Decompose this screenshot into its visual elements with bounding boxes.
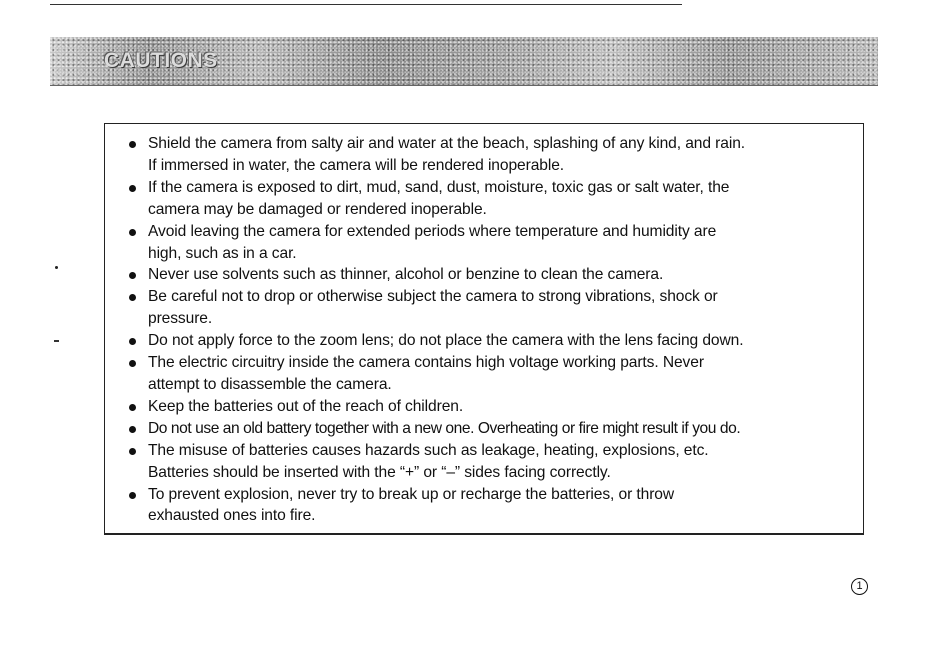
caution-item xyxy=(105,286,863,330)
bullet-icon xyxy=(129,426,136,433)
bullet-icon xyxy=(129,448,136,455)
caution-line: The electric circuitry inside the camera contains high voltage working parts. Never xyxy=(148,354,704,372)
caution-item xyxy=(105,484,863,528)
cautions-box xyxy=(104,123,864,535)
caution-line: The misuse of batteries causes hazards such as leakage, heating, explosions, etc. xyxy=(148,441,709,459)
caution-line: Never use solvents such as thinner, alcohol or benzine to clean the camera. xyxy=(148,266,664,284)
caution-line: camera may be damaged or rendered inoperable. xyxy=(148,200,487,218)
caution-line: pressure. xyxy=(148,310,213,328)
caution-line: Do not use an old battery together with a new one. Overheating or fire might result if you do. xyxy=(148,419,741,437)
caution-line: Batteries should be inserted with the “+” or “–” sides facing correctly. xyxy=(148,463,611,481)
bullet-icon xyxy=(129,294,136,301)
section-banner xyxy=(50,37,878,86)
caution-line: Keep the batteries out of the reach of children. xyxy=(148,397,464,415)
margin-mark xyxy=(55,266,58,269)
margin-mark xyxy=(54,340,59,342)
caution-line: high, such as in a car. xyxy=(148,244,297,262)
caution-item xyxy=(105,133,863,177)
caution-item xyxy=(105,221,863,265)
caution-line: Avoid leaving the camera for extended periods where temperature and humidity are xyxy=(148,222,717,240)
bullet-icon xyxy=(129,229,136,236)
caution-item xyxy=(105,418,863,440)
bullet-icon xyxy=(129,492,136,499)
caution-line: If the camera is exposed to dirt, mud, sand, dust, moisture, toxic gas or salt water, the xyxy=(148,178,730,196)
caution-item xyxy=(105,440,863,484)
cautions-list xyxy=(105,133,863,527)
caution-item xyxy=(105,352,863,396)
caution-line: Be careful not to drop or otherwise subject the camera to strong vibrations, shock or xyxy=(148,288,718,306)
bullet-icon xyxy=(129,404,136,411)
caution-line: exhausted ones into fire. xyxy=(148,507,316,525)
page-number: 1 xyxy=(851,578,868,595)
bullet-icon xyxy=(129,141,136,148)
bullet-icon xyxy=(129,185,136,192)
caution-line: Do not apply force to the zoom lens; do not place the camera with the lens facing down. xyxy=(148,332,744,350)
caution-line: If immersed in water, the camera will be rendered inoperable. xyxy=(148,156,565,174)
caution-line: Shield the camera from salty air and water at the beach, splashing of any kind, and rain. xyxy=(148,135,745,152)
caution-item xyxy=(105,177,863,221)
caution-line: To prevent explosion, never try to break up or recharge the batteries, or throw xyxy=(148,485,675,503)
caution-item xyxy=(105,264,863,286)
caution-line: attempt to disassemble the camera. xyxy=(148,375,392,393)
bullet-icon xyxy=(129,272,136,279)
bullet-icon xyxy=(129,360,136,367)
caution-item xyxy=(105,396,863,418)
caution-item xyxy=(105,330,863,352)
top-rule xyxy=(50,4,682,5)
bullet-icon xyxy=(129,338,136,345)
section-title: CAUTIONS xyxy=(104,49,218,72)
